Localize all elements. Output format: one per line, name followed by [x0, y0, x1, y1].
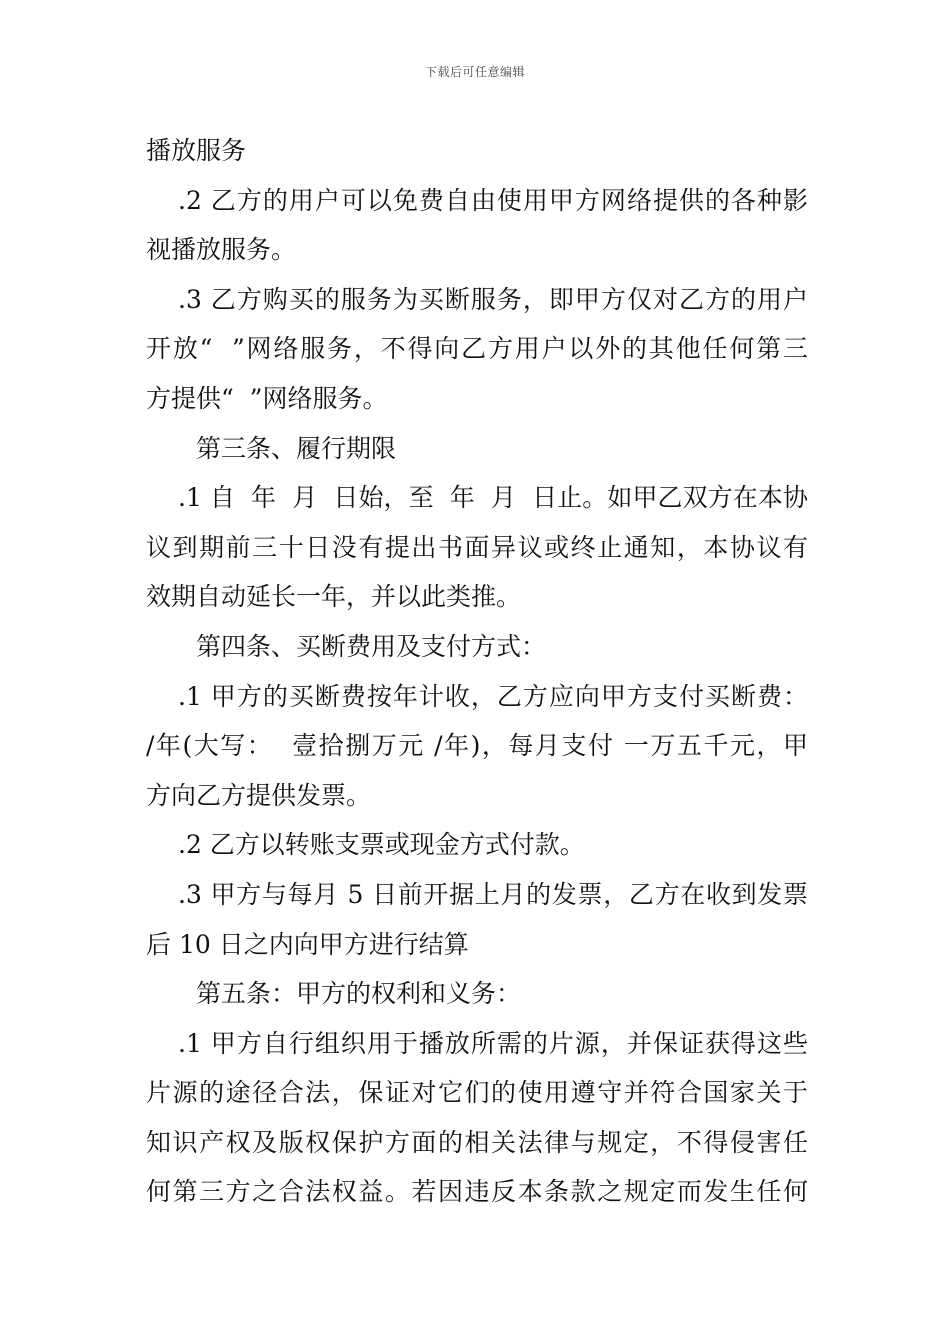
- body-line: 开放“ ”网络服务，不得向乙方用户以外的其他任何第三: [146, 334, 808, 364]
- body-line: 何第三方之合法权益。若因违反本条款之规定而发生任何: [146, 1177, 808, 1207]
- body-line: .2 乙方以转账支票或现金方式付款。: [178, 830, 585, 860]
- body-line: 效期自动延长一年，并以此类推。: [146, 582, 522, 612]
- body-line: 第五条：甲方的权利和义务：: [196, 979, 522, 1009]
- body-line: 视播放服务。: [146, 235, 297, 265]
- body-line: 知识产权及版权保护方面的相关法律与规定，不得侵害任: [146, 1127, 808, 1157]
- body-line: .1 自 年 月 日始，至 年 月 日止。如甲乙双方在本协: [178, 483, 808, 513]
- body-line: .2 乙方的用户可以免费自由使用甲方网络提供的各种影: [178, 185, 808, 215]
- body-line: 第四条、买断费用及支付方式：: [196, 631, 547, 661]
- body-line: 第三条、履行期限: [196, 433, 397, 463]
- body-line: 播放服务: [146, 136, 247, 165]
- body-line: .1 甲方的买断费按年计收，乙方应向甲方支付买断费：: [178, 681, 808, 711]
- body-line: 方向乙方提供发票。: [146, 780, 372, 810]
- body-line: .3 甲方与每月 5 日前开据上月的发票，乙方在收到发票: [178, 879, 808, 909]
- page-header-note: 下载后可任意编辑: [424, 65, 525, 79]
- body-line: 方提供“ ”网络服务。: [146, 383, 388, 413]
- body-line: 片源的途径合法，保证对它们的使用遵守并符合国家关于: [146, 1078, 808, 1108]
- body-line: 议到期前三十日没有提出书面异议或终止通知，本协议有: [146, 532, 808, 562]
- body-line: /年(大写： 壹拾捌万元 /年)，每月支付 一万五千元，甲: [146, 731, 808, 761]
- body-line: .3 乙方购买的服务为买断服务，即甲方仅对乙方的用户: [178, 284, 808, 314]
- document-body: [146, 126, 808, 1217]
- body-line: 后 10 日之内向甲方进行结算: [146, 929, 469, 959]
- body-line: .1 甲方自行组织用于播放所需的片源，并保证获得这些: [178, 1028, 808, 1058]
